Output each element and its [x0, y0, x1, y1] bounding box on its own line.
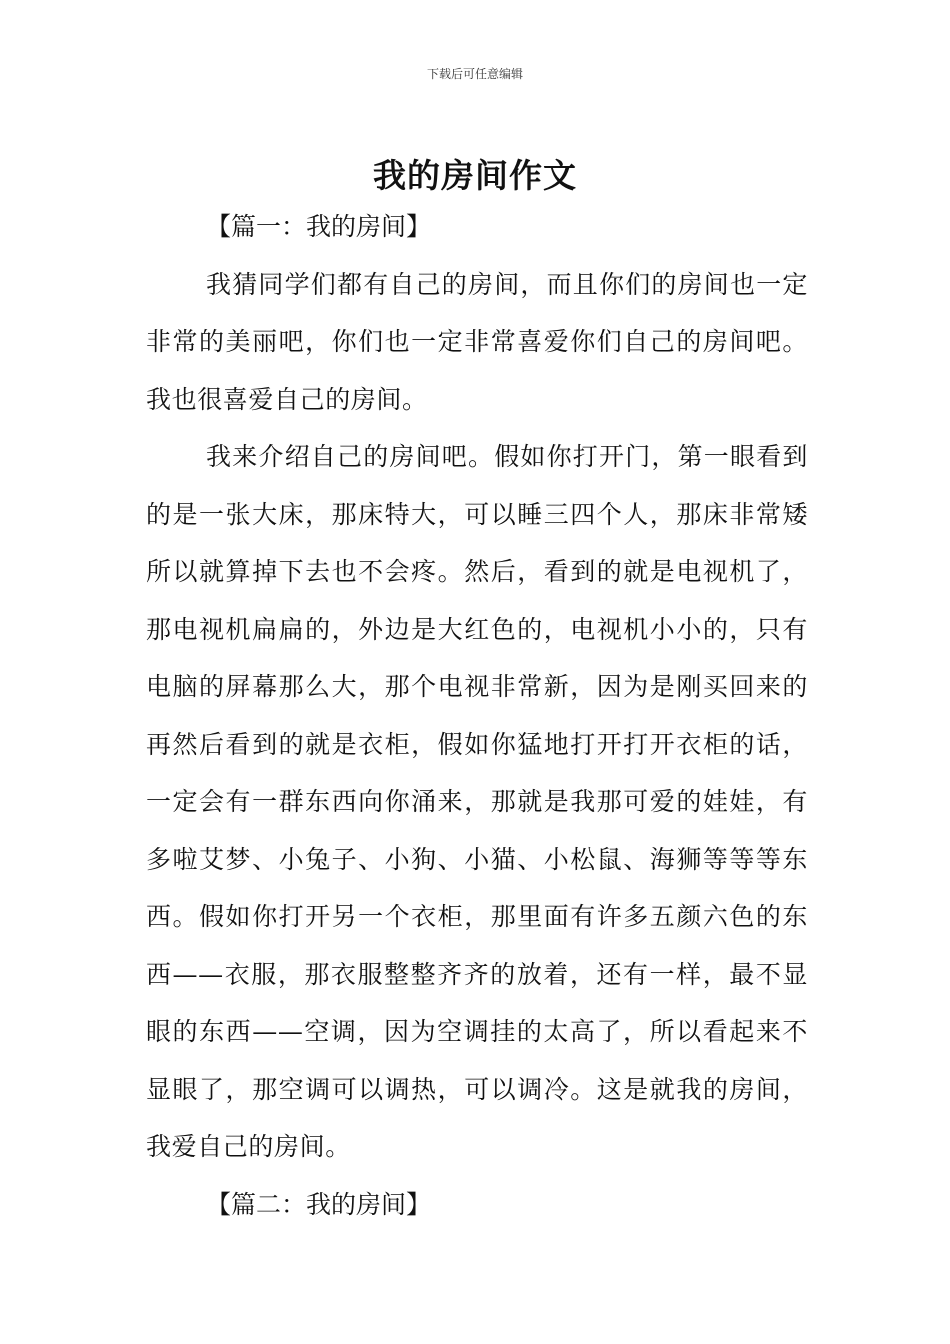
paragraph-2: 我来介绍自己的房间吧。假如你打开门，第一眼看到的是一张大床，那床特大，可以睡三四个人，那床非常矮所以就算掉下去也不会疼。然后，看到的就是电视机了，那电视机扁扁的，外边是大红色的，电视机小小的，只有电脑的屏幕那么大，那个电视非常新，因为是刚买回来的再然后看到的就是衣柜，假如你猛地打开打开衣柜的话，一定会有一群东西向你涌来，那就是我那可爱的娃娃，有多啦艾梦、小兔子、小狗、小猫、小松鼠、海狮等等等东西。假如你打开另一个衣柜，那里面有许多五颜六色的东西——衣服，那衣服整整齐齐的放着，还有一样，最不显眼的东西——空调，因为空调挂的太高了，所以看起来不显眼了，那空调可以调热，可以调冷。这是就我的房间，我爱自己的房间。 [146, 442, 808, 1161]
page-title: 我的房间作文 [373, 156, 577, 196]
download-note: 下载后可任意编辑 [426, 67, 523, 81]
paragraph-1: 我猜同学们都有自己的房间，而且你们的房间也一定非常的美丽吧，你们也一定非常喜爱你们自己的房间吧。我也很喜爱自己的房间。 [146, 269, 808, 414]
section-heading-1: 【篇一：我的房间】 [206, 212, 432, 241]
section-heading-2: 【篇二：我的房间】 [206, 1189, 432, 1219]
article-body [146, 198, 808, 1233]
